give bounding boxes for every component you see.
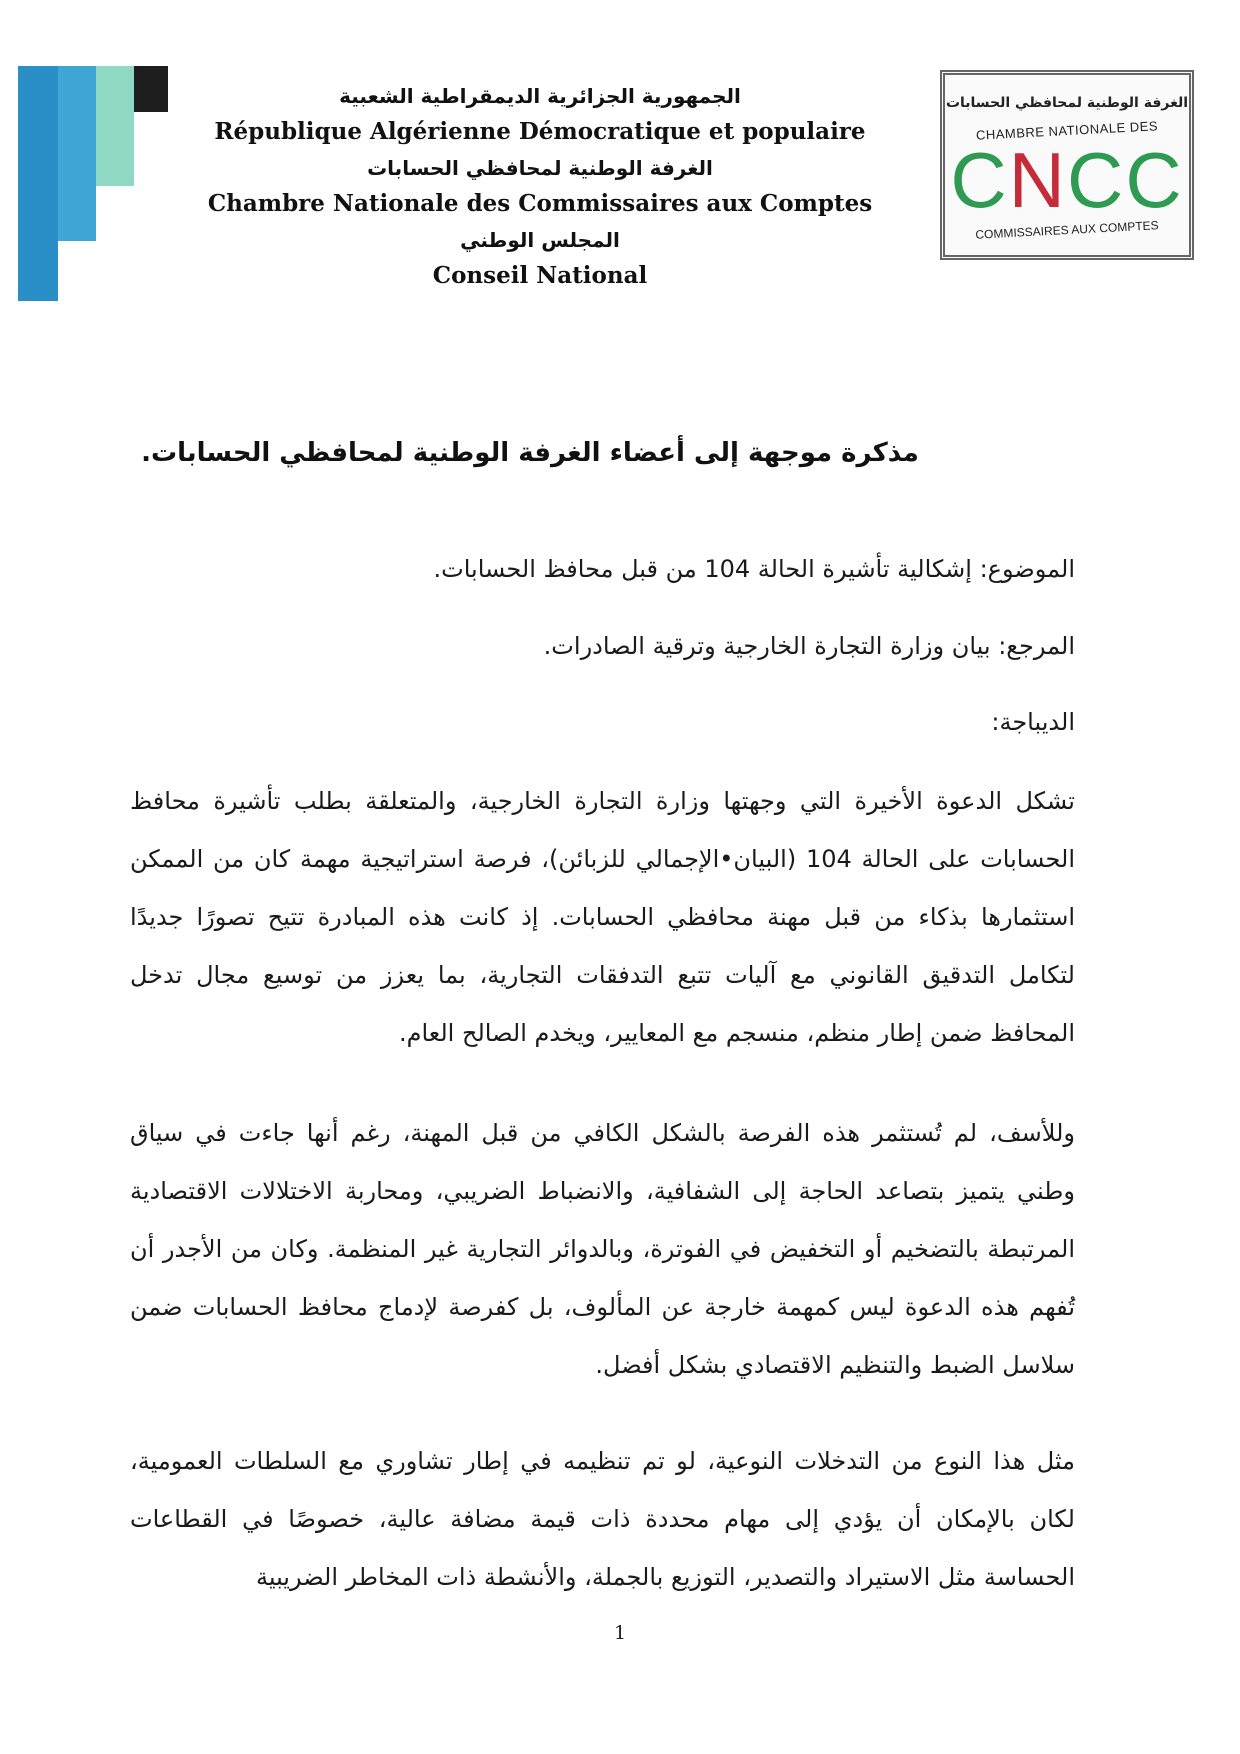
- logo-letters-cc: CC: [1067, 136, 1184, 224]
- logo-abbreviation: [945, 137, 1189, 223]
- paragraph-text: وللأسف، لم تُستثمر هذه الفرصة بالشكل الكافي من قبل المهنة، رغم أنها جاءت في سياق وطني يتميز بتصاعد الحاجة إلى الشفافية، والانضباط الضريبي، ومحاربة الاختلالات الاقتصادية المرتبطة بالتضخيم أو التخفيض في الفوترة، وبالدوائر التجارية غير المنظمة. وكان من الأجدر أن تُفهم هذه الدعوة ليس كمهمة خارجة عن المألوف، بل كفرصة لإدماج محافظ الحسابات ضمن سلاسل الضبط والتنظيم الاقتصادي بشكل أفضل.: [130, 1119, 1075, 1379]
- memo-reference: المرجع: بيان وزارة التجارة الخارجية وترقية الصادرات.: [543, 632, 1075, 660]
- decorative-bars: [0, 0, 180, 300]
- deco-bar-black: [134, 66, 168, 112]
- memo-subject: الموضوع: إشكالية تأشيرة الحالة 104 من قبل محافظ الحسابات.: [433, 555, 1075, 583]
- paragraph-2: [130, 1104, 1075, 1394]
- header-ar-republic: الجمهورية الجزائرية الديمقراطية الشعبية: [339, 84, 741, 108]
- paragraph-3: [130, 1432, 1075, 1606]
- deco-bar-mint: [96, 66, 134, 186]
- cncc-logo: [940, 70, 1194, 260]
- logo-ar-text: الغرفة الوطنية لمحافظي الحسابات: [945, 95, 1189, 111]
- logo-top-text: CHAMBRE NATIONALE DES: [975, 118, 1159, 143]
- page-number: 1: [613, 1622, 627, 1644]
- header-fr-republic: République Algérienne Démocratique et populaire: [214, 118, 866, 145]
- paragraph-text: مثل هذا النوع من التدخلات النوعية، لو تم تنظيمه في إطار تشاوري مع السلطات العمومية، لكان بالإمكان أن يؤدي إلى مهام محددة ذات قيمة مضافة عالية، خصوصًا في القطاعات الحساسة مثل الاستيراد والتصدير، التوزيع بالجملة، والأنشطة ذات المخاطر الضريبية: [130, 1447, 1075, 1591]
- paragraph-text: تشكل الدعوة الأخيرة التي وجهتها وزارة التجارة الخارجية، والمتعلقة بطلب تأشيرة محافظ الحسابات على الحالة 104 (البيان•الإجمالي للزبائن)، فرصة استراتيجية مهمة كان من الممكن استثمارها بذكاء من قبل مهنة محافظي الحسابات. إذ كانت هذه المبادرة تتيح تصورًا جديدًا لتكامل التدقيق القانوني مع آليات تتبع التدفقات التجارية، بما يعزز من توسيع مجال تدخل المحافظ ضمن إطار منظم، منسجم مع المعايير، ويخدم الصالح العام.: [130, 787, 1075, 1047]
- letterhead: [190, 82, 890, 298]
- header-ar-council: المجلس الوطني: [460, 228, 620, 252]
- logo-bottom-text: COMMISSAIRES AUX COMPTES: [975, 218, 1159, 242]
- header-fr-chamber: Chambre Nationale des Commissaires aux Comptes: [207, 190, 873, 217]
- deco-bar-blue-light: [58, 66, 96, 241]
- header-ar-chamber: الغرفة الوطنية لمحافظي الحسابات: [367, 156, 713, 180]
- preamble-label: الديباجة:: [991, 708, 1075, 736]
- logo-letter-n: N: [1008, 136, 1067, 224]
- paragraph-1: [130, 772, 1075, 1062]
- header-fr-council: Conseil National: [432, 262, 648, 289]
- deco-bar-blue-dark: [18, 66, 58, 301]
- memo-title: مذكرة موجهة إلى أعضاء الغرفة الوطنية لمحافظي الحسابات.: [141, 438, 919, 468]
- logo-letter-c: C: [950, 136, 1009, 224]
